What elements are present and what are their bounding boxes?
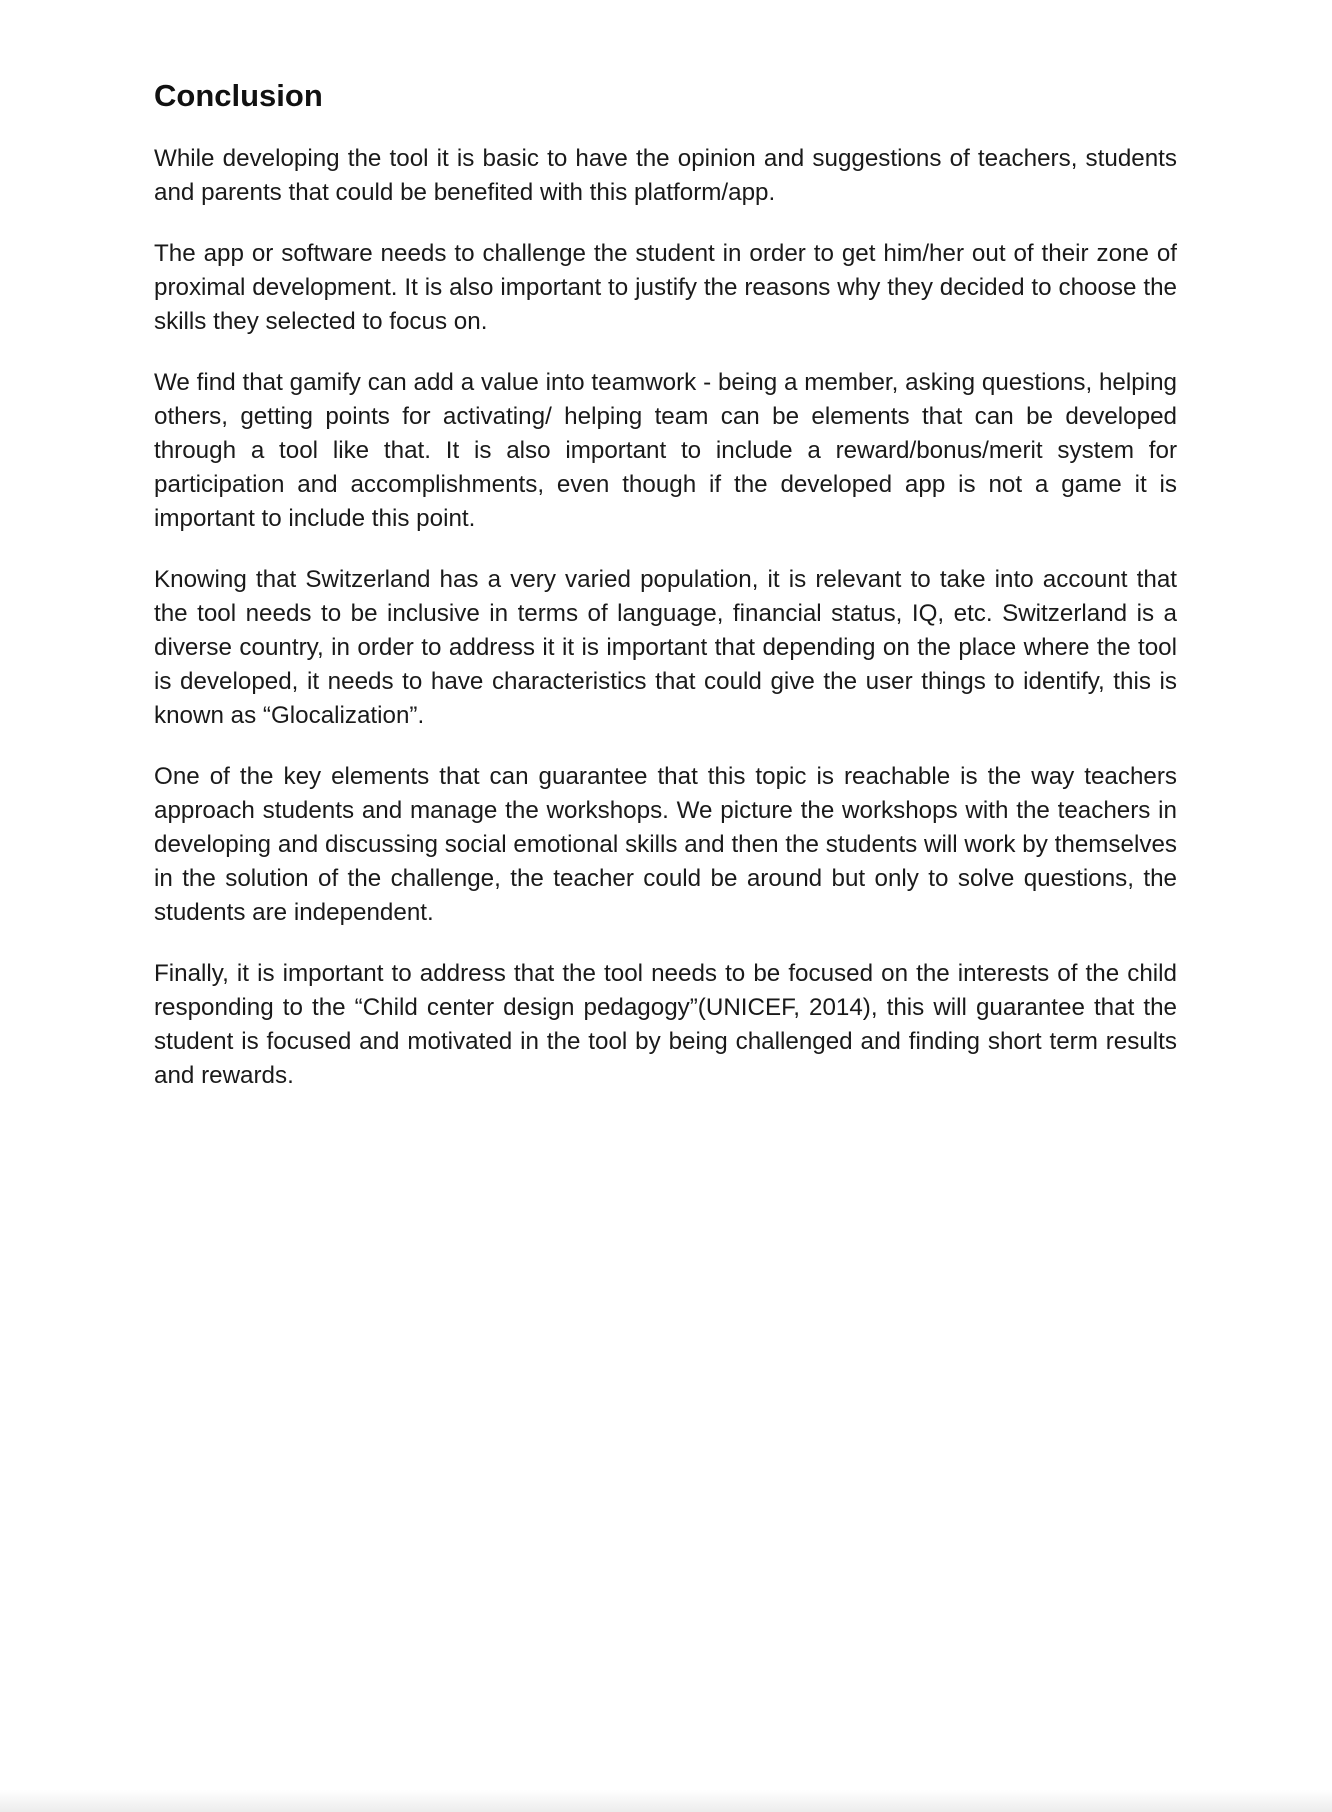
- paragraph-child-centered-design: Finally, it is important to address that the tool needs to be focused on the interests of the child responding to the “Child center design pedagogy”(UNICEF, 2014), this will guarantee that the student is focused and motivated in the tool by being challenged and finding short term results and rewards.: [154, 960, 1177, 1089]
- paragraph-stakeholder-input: While developing the tool it is basic to have the opinion and suggestions of teachers, students and parents that could be benefited with this platform/app.: [154, 145, 1177, 206]
- paragraph-gamification: We find that gamify can add a value into teamwork - being a member, asking questions, helping others, getting points for activating/ helping team can be elements that can be developed through a tool like that. It is also important to include a reward/bonus/merit system for participation and accomplishments, even though if the developed app is not a game it is important to include this point.: [154, 369, 1177, 532]
- paragraph-glocalization: Knowing that Switzerland has a very varied population, it is relevant to take into account that the tool needs to be inclusive in terms of language, financial status, IQ, etc. Switzerland is a diverse country, in order to address it it is important that depending on the place where the tool is developed, it needs to have characteristics that could give the user things to identify, this is known as “Glocalization”.: [154, 566, 1177, 729]
- document-body: [154, 78, 1177, 1120]
- paragraph-challenge-student: The app or software needs to challenge the student in order to get him/her out of their zone of proximal development. It is also important to justify the reasons why they decided to choose the skills they selected to focus on.: [154, 240, 1177, 335]
- section-heading: Conclusion: [154, 78, 323, 113]
- paragraph-teacher-approach: One of the key elements that can guarantee that this topic is reachable is the way teachers approach students and manage the workshops. We picture the workshops with the teachers in developing and discussing social emotional skills and then the students will work by themselves in the solution of the challenge, the teacher could be around but only to solve questions, the students are independent.: [154, 763, 1177, 926]
- page-bottom-edge: [0, 1790, 1332, 1812]
